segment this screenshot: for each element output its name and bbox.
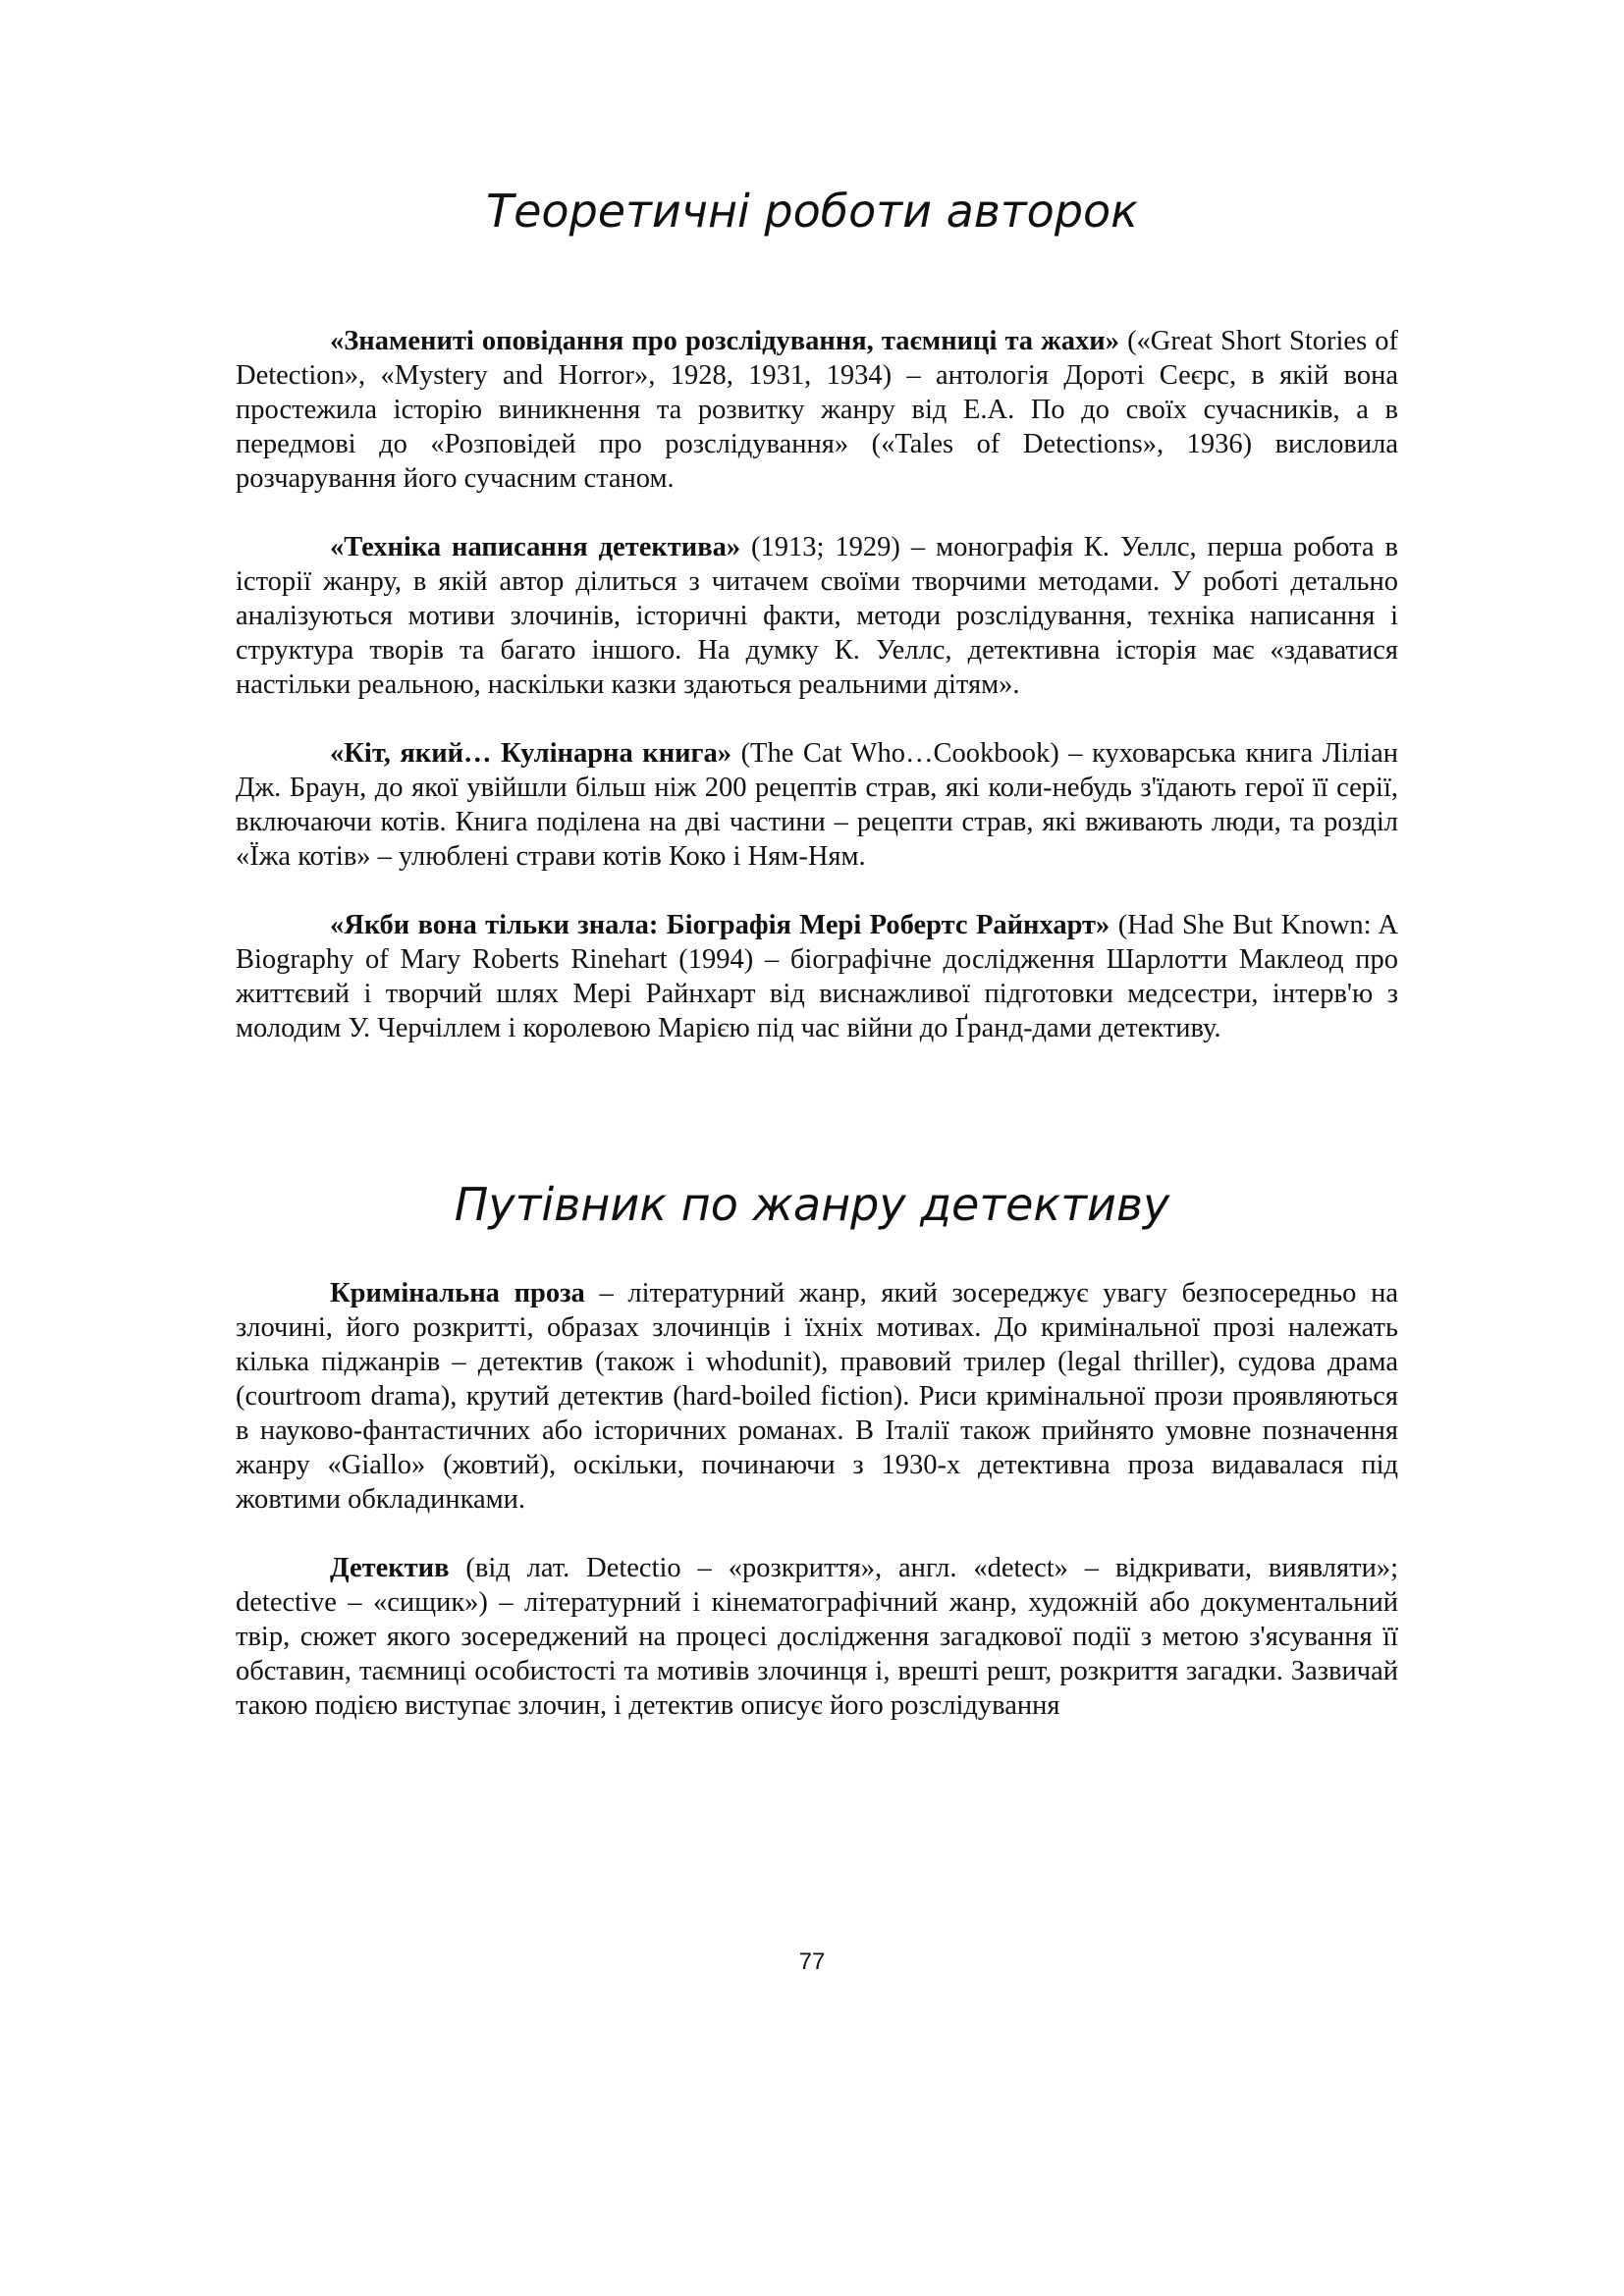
paragraph-crime-fiction xyxy=(236,1276,1398,1517)
paragraph-body: (1913; 1929) – монографія К. Уеллс, перша робота в історії жанру, в якій автор ділиться з читачем своїми творчими методами. У роботі детально аналізуються мотиви злочинів, історичні факти, методи розслідування, техніка написання і структура творів та багато іншого. На думку К. Уеллс, детективна історія має «здаватися настільки реальною, наскільки казки здаються реальними дітям». xyxy=(236,532,1398,700)
paragraph-body: (від лат. Detectio – «розкриття», англ. «detect» – відкривати, виявляти»; detective – «сищик») – літературний і кінематографічний жанр, художній або документальний твір, сюжет якого зосереджений на процесі дослідження загадкової події з метою з'ясування її обставин, таємниці особистості та мотивів злочинця і, врешті решт, розкриття загадки. Зазвичай такою подією виступає злочин, і детектив описує його розслідування xyxy=(236,1553,1398,1721)
page-number: 77 xyxy=(798,1949,826,1975)
paragraph-title: «Кіт, який… Кулінарна книга» xyxy=(330,738,731,769)
paragraph-body: (Had She But Known: A Biography of Mary Roberts Rinehart (1994) – біографічне дослідження Шарлотти Маклеод про життєвий і творчий шлях Мері Райнхарт від виснажливої підготовки медсестри, інтерв'ю з молодим У. Черчіллем і королевою Марією під час війни до Ґранд-дами детективу. xyxy=(236,910,1398,1043)
paragraph-title: «Знамениті оповідання про розслідування, таємниці та жахи» xyxy=(330,326,1119,356)
paragraph-detective-writing-technique xyxy=(236,530,1398,702)
section-heading-theoretical-works: Теоретичні роботи авторок xyxy=(486,185,1138,238)
paragraph-title: «Якби вона тільки знала: Біографія Мері Робертс Райнхарт» xyxy=(330,910,1110,940)
section-heading-genre-guide: Путівник по жанру детективу xyxy=(454,1178,1170,1231)
paragraph-detective xyxy=(236,1551,1398,1723)
paragraph-title: «Техніка написання детектива» xyxy=(330,532,741,562)
paragraph-had-she-but-known xyxy=(236,908,1398,1045)
paragraph-cat-who-cookbook xyxy=(236,736,1398,874)
paragraph-body: (The Cat Who…Cookbook) – куховарська книга Ліліан Дж. Браун, до якої увійшли більш ніж 200 рецептів страв, які коли-небудь з'їдають герої її серії, включаючи котів. Книга поділена на дві частини – рецепти страв, які вживають люди, та розділ «Їжа котів» – улюблені страви котів Коко і Ням-Ням. xyxy=(236,738,1398,872)
paragraph-title: Детектив xyxy=(330,1553,450,1583)
paragraph-body: («Great Short Stories of Detection», «Mystery and Horror», 1928, 1931, 1934) – антологія Дороті Сеєрс, в якій вона простежила історію виникнення та розвитку жанру від Е.А. По до своїх сучасників, а в передмові до «Розповідей про розслідування» («Tales of Detections», 1936) висловила розчарування його сучасним станом. xyxy=(236,326,1398,494)
paragraph-great-short-stories xyxy=(236,324,1398,496)
paragraph-title: Кримінальна проза xyxy=(330,1278,585,1308)
paragraph-body: – літературний жанр, який зосереджує увагу безпосередньо на злочині, його розкритті, образах злочинців і їхніх мотивах. До кримінальної прозі належать кілька піджанрів – детектив (також і whodunit), правовий трилер (legal thriller), судова драма (courtroom drama), крутий детектив (hard-boiled fiction). Риси кримінальної прози проявляються в науково-фантастичних або історичних романах. В Італії також прийнято умовне позначення жанру «Giallo» (жовтий), оскільки, починаючи з 1930-х детективна проза видавалася під жовтими обкладинками. xyxy=(236,1278,1398,1515)
